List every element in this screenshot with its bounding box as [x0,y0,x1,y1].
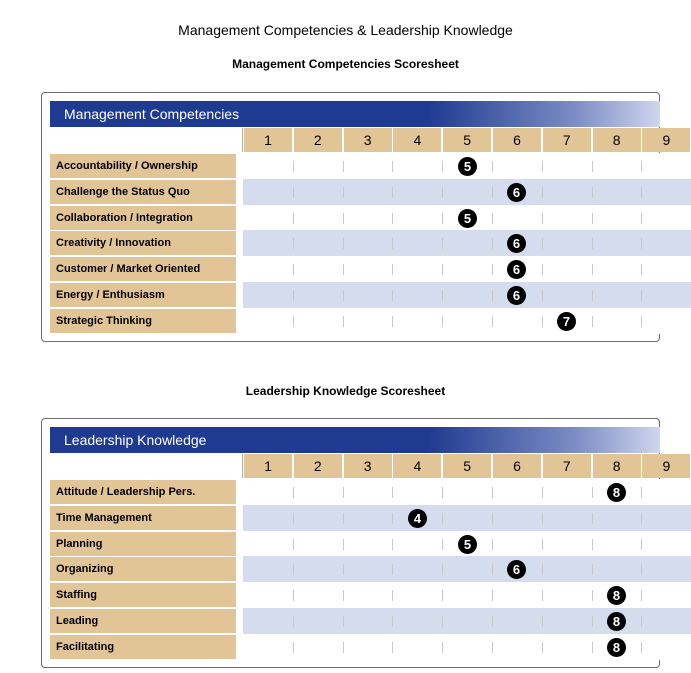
row-label: Time Management [50,506,236,530]
score-marker: 6 [507,260,526,279]
column-divider [542,564,543,575]
column-divider [293,238,294,249]
column-divider [592,590,593,601]
column-divider [293,642,294,653]
column-divider [343,513,344,524]
score-cells [243,582,691,608]
score-row [50,230,690,256]
column-divider [492,513,493,524]
page-title: Management Competencies & Leadership Knowledge [178,22,513,38]
scale-header-blank [50,128,243,152]
column-divider [293,161,294,172]
column-divider [641,590,642,601]
column-divider [592,642,593,653]
column-divider [392,642,393,653]
scale-number: 2 [293,454,342,478]
column-divider [392,564,393,575]
column-divider [492,213,493,224]
column-divider [641,238,642,249]
scale-number: 1 [243,454,292,478]
column-divider [542,161,543,172]
column-divider [392,187,393,198]
column-divider [492,187,493,198]
row-label: Creativity / Innovation [50,231,236,255]
row-label: Leading [50,609,236,633]
row-label: Planning [50,532,236,556]
scale-number: 3 [343,128,392,152]
column-divider [492,564,493,575]
column-divider [293,590,294,601]
column-divider [641,290,642,301]
column-divider [492,539,493,550]
score-marker: 8 [607,612,626,631]
row-label: Energy / Enthusiasm [50,283,236,307]
score-cells [243,256,691,282]
score-row [50,505,690,531]
score-marker: 7 [557,312,576,331]
column-divider [592,616,593,627]
scale-number: 5 [442,128,491,152]
column-divider [592,487,593,498]
column-divider [392,616,393,627]
scale-number: 5 [442,454,491,478]
scale-number: 9 [641,128,690,152]
score-cells [243,634,691,660]
score-cells [243,505,691,531]
column-divider [542,616,543,627]
column-divider [343,487,344,498]
scale-number: 7 [542,454,591,478]
column-divider [641,316,642,327]
row-label: Customer / Market Oriented [50,257,236,281]
column-divider [392,590,393,601]
column-divider [592,290,593,301]
column-divider [293,487,294,498]
column-divider [442,616,443,627]
column-divider [641,213,642,224]
scale-number: 2 [293,128,342,152]
column-divider [392,238,393,249]
score-marker: 4 [408,509,427,528]
column-divider [641,487,642,498]
column-divider [392,264,393,275]
column-divider [542,642,543,653]
column-divider [641,161,642,172]
score-marker: 8 [607,586,626,605]
column-divider [542,290,543,301]
column-divider [542,213,543,224]
column-divider [392,213,393,224]
column-divider [592,264,593,275]
column-divider [641,539,642,550]
column-divider [442,213,443,224]
row-label: Facilitating [50,635,236,659]
column-divider [343,316,344,327]
score-marker: 6 [507,560,526,579]
column-divider [442,487,443,498]
management-competencies-panel [41,92,671,342]
score-row [50,153,690,179]
column-divider [343,161,344,172]
column-divider [343,564,344,575]
column-divider [343,213,344,224]
score-marker: 6 [507,183,526,202]
column-divider [542,187,543,198]
column-divider [442,316,443,327]
scale-number: 3 [343,454,392,478]
score-row [50,308,690,334]
score-row [50,582,690,608]
column-divider [542,590,543,601]
panel-header: Leadership Knowledge [50,427,660,453]
column-divider [343,238,344,249]
column-divider [592,187,593,198]
column-divider [293,564,294,575]
score-cells [243,556,691,582]
scale-header-row [50,454,690,478]
column-divider [392,290,393,301]
column-divider [492,161,493,172]
scale-number: 1 [243,128,292,152]
column-divider [492,642,493,653]
row-label: Staffing [50,583,236,607]
column-divider [492,316,493,327]
column-divider [492,487,493,498]
column-divider [542,316,543,327]
column-divider [343,187,344,198]
scale-number: 8 [592,128,641,152]
score-marker: 8 [607,638,626,657]
scale-number: 6 [492,454,541,478]
column-divider [293,539,294,550]
score-row [50,179,690,205]
column-divider [392,487,393,498]
scale-number: 6 [492,128,541,152]
column-divider [293,264,294,275]
column-divider [641,616,642,627]
column-divider [442,264,443,275]
score-marker: 6 [507,234,526,253]
score-cells [243,179,691,205]
score-row [50,479,690,505]
column-divider [343,290,344,301]
row-label: Challenge the Status Quo [50,180,236,204]
score-cells [243,308,691,334]
column-divider [442,642,443,653]
scale-header-row [50,128,690,152]
column-divider [592,316,593,327]
column-divider [442,161,443,172]
column-divider [641,564,642,575]
column-divider [392,161,393,172]
score-marker: 5 [458,209,477,228]
column-divider [542,539,543,550]
column-divider [492,238,493,249]
column-divider [492,290,493,301]
row-label: Organizing [50,557,236,581]
column-divider [641,264,642,275]
score-cells [243,608,691,634]
row-label: Attitude / Leadership Pers. [50,480,236,504]
score-row [50,608,690,634]
column-divider [442,590,443,601]
column-divider [592,513,593,524]
scale-number: 4 [392,454,441,478]
column-divider [293,213,294,224]
sheet-title-management: Management Competencies Scoresheet [232,57,459,71]
column-divider [343,590,344,601]
score-cells [243,479,691,505]
column-divider [392,539,393,550]
column-divider [343,616,344,627]
column-divider [542,238,543,249]
scale-number: 4 [392,128,441,152]
scale-number: 7 [542,128,591,152]
column-divider [592,238,593,249]
sheet-title-leadership: Leadership Knowledge Scoresheet [245,384,446,398]
column-divider [442,513,443,524]
score-row [50,205,690,231]
scale-number: 9 [641,454,690,478]
row-label: Collaboration / Integration [50,206,236,230]
score-cells [243,531,691,557]
score-cells [243,205,691,231]
column-divider [343,264,344,275]
column-divider [293,187,294,198]
column-divider [641,187,642,198]
score-cells [243,282,691,308]
score-row [50,556,690,582]
column-divider [542,264,543,275]
column-divider [592,539,593,550]
column-divider [442,564,443,575]
column-divider [592,564,593,575]
row-label: Accountability / Ownership [50,154,236,178]
score-marker: 5 [458,157,477,176]
score-cells [243,230,691,256]
column-divider [442,539,443,550]
column-divider [492,264,493,275]
column-divider [392,513,393,524]
leadership-knowledge-panel [41,418,671,668]
column-divider [542,513,543,524]
column-divider [442,238,443,249]
score-marker: 6 [507,286,526,305]
column-divider [392,316,393,327]
score-marker: 8 [607,483,626,502]
row-label: Strategic Thinking [50,309,236,333]
column-divider [293,616,294,627]
column-divider [592,213,593,224]
column-divider [293,513,294,524]
score-row [50,531,690,557]
score-row [50,282,690,308]
column-divider [492,616,493,627]
column-divider [442,187,443,198]
score-row [50,634,690,660]
column-divider [442,290,443,301]
scale-number: 8 [592,454,641,478]
score-marker: 5 [458,535,477,554]
column-divider [343,539,344,550]
panel-header: Management Competencies [50,101,660,127]
column-divider [293,316,294,327]
column-divider [492,590,493,601]
column-divider [293,290,294,301]
score-cells [243,153,691,179]
column-divider [542,487,543,498]
scale-header-blank [50,454,243,478]
column-divider [343,642,344,653]
column-divider [641,642,642,653]
score-row [50,256,690,282]
column-divider [641,513,642,524]
column-divider [592,161,593,172]
